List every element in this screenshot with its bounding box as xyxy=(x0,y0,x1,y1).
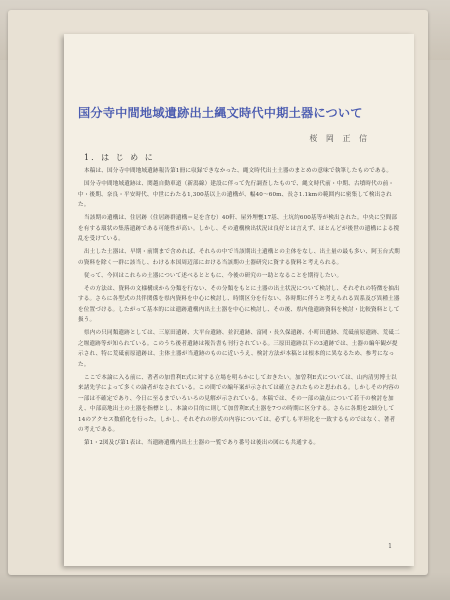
author-name: 桜 岡 正 信 xyxy=(309,134,370,143)
paragraph: 第1・2図及び第1表は、当遺跡遺構内出土土器の一覧であり番号は後出の図にも共通する。 xyxy=(84,440,320,447)
paragraph: 本稿は、国分寺中間地域遺跡報告第1冊に収録できなかった、縄文時代出土土器のまとめの意味で執筆したものである。 xyxy=(84,168,393,174)
section-heading: 1．は じ め に xyxy=(84,153,155,162)
paragraph: 従って、今回はこれらの土器について述べるとともに、今後の研究の一助となることを期待したい。 xyxy=(84,272,343,279)
paragraph: 当該期の遺構は、住居跡（住居跡群遺構＝足を含む）40軒、屋外埋甕17基、土坑約600基等が検出された。中央に空間部を有する環状の集落遺跡である可能性が高い。しかし、その遺構検出状況は良好とは言えず、ほとんどが後世の遺構による撹乱を受けている。 xyxy=(78,215,400,243)
page-number: 1 xyxy=(388,543,392,550)
paragraph: 国分寺中間地域遺跡は、関越自動車道（新潟線）建設に伴って先行調査したもので、縄文時代前・中期、古墳時代の前・中・後期、奈良・平安時代、中世にわたる1,300基以上の遺構が、幅40～60m、長さ1.1kmの範囲内に密集して検出された。 xyxy=(78,181,395,209)
paragraph: 出土した土器は、早期・前期まで含めれば、それらの中で当該期出土遺構との主体をなし、出土量の最も多い、阿玉台式期の資料を除く一群に該当し、わける本国周辺部における当該期の土器研究に資する資料と考えられる。 xyxy=(78,249,400,266)
body-text xyxy=(78,166,400,449)
article-title: 国分寺中間地域遺跡出土縄文時代中期土器について xyxy=(78,106,363,120)
paragraph: ここで本論に入る前に、著者の加曽利E式に対する立場を明らかにしておきたい。加曽利E式については、山内清男博士以来諸先学によって多くの論者がなされている。この間での編年案が示されては確立されたものと思われる。しかしその内容の一部は不確定であり、今日に至るまでいろいろの見解が示されている。本稿では、その一部の論点について若干の検討を加え、中部高地出土の土器を指標とし、本論の目的に則して加曽利E式土器を7つの時期に区分する。さらに各期を2細分して14のアクセス数値化を行った。しかし、それぞれの形式の内容については、必ずしも平坦化を一致するものではなく、著者の考えである。 xyxy=(78,374,400,433)
paragraph: 県内の只同類遺跡としては、三原田遺跡、大平台遺跡、並沢遺跡、富岡・長久保遺跡、小町田遺跡、荒砥前原遺跡、荒砥二之堰遺跡等が知られている。このうち後者遺跡は報告書も刊行されている。三原田遺跡以下の3遺跡では、土器の編年観が提示され、特に荒砥前原遺跡は、主体土器が当遺跡のものに近いうえ、検討方法が本稿とは根本的に異なるため、参考になった。 xyxy=(78,330,400,368)
bottom-shadow xyxy=(0,572,450,600)
paragraph: その方法は、資料の文様構成から分類を行ない、その分類をもとに土器の出土状況について検討し、それぞれの特徴を抽出する。さらに各型式の共伴関係を県内資料を中心に検討し、時期区分を行ない、各時期に伴うと考えられる異系及び異種土器を位置づける。したがって基本的には遺跡遺構内出土土器を中心に検討し、その後、県内他遺跡資料を検討・比較資料として扱う。 xyxy=(78,286,400,324)
document-page xyxy=(64,34,414,566)
